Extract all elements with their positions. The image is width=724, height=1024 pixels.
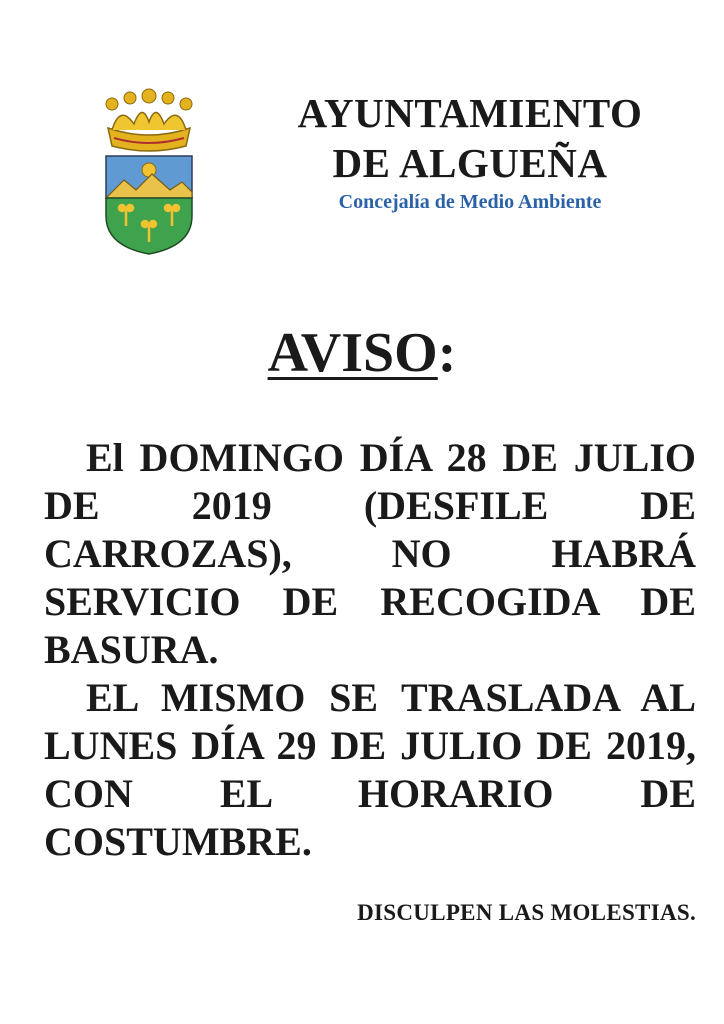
notice-paragraph-1: El DOMINGO DÍA 28 DE JULIO DE 2019 (DESFILE DE CARROZAS), NO HABRÁ SERVICIO DE RECOGIDA DE BASURA. [44,435,696,672]
notice-title-colon: : [437,322,457,384]
crest-drawing [94,86,204,256]
notice-body [44,434,696,866]
department-name: Concejalía de Medio Ambiente [338,191,602,213]
notice-title-word: AVISO [267,322,438,384]
notice-paragraph-2: EL MISMO SE TRASLADA AL LUNES DÍA 29 DE JULIO DE 2019, CON EL HORARIO DE COSTUMBRE. [44,675,696,864]
notice-title [0,318,724,388]
org-name-line-2: DE ALGUEÑA [332,140,608,186]
org-name-line-1: AYUNTAMIENTO [297,90,643,136]
letterhead [270,88,670,216]
apology-footer: DISCULPEN LAS MOLESTIAS. [357,900,696,925]
coat-of-arms-icon [94,86,204,256]
